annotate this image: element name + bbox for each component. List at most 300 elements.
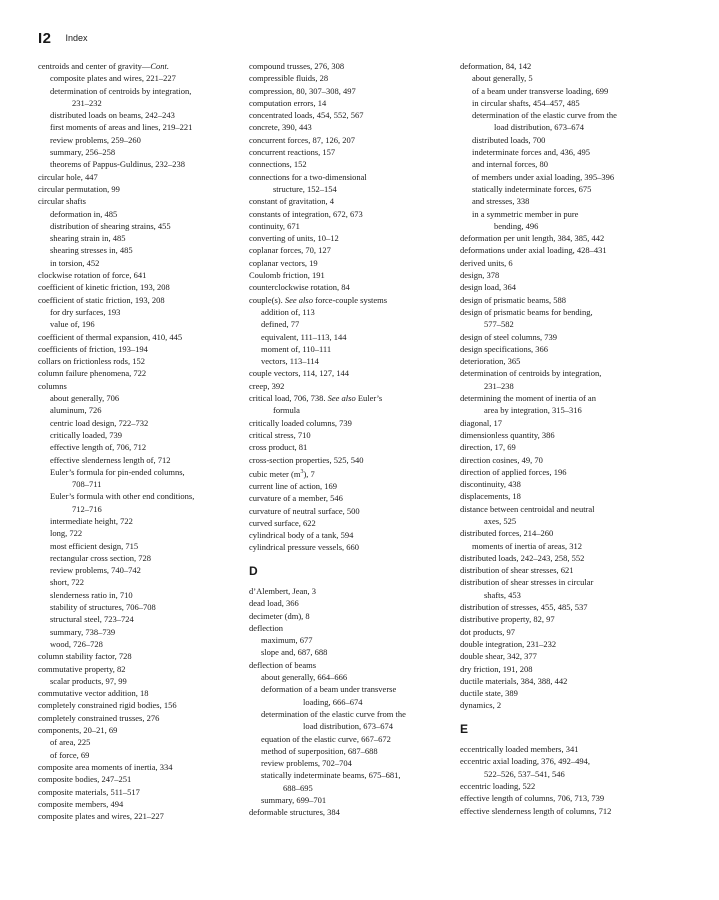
index-entry: [38, 650, 238, 662]
index-entry: [38, 195, 238, 207]
index-entry: [38, 786, 238, 798]
index-entry: [460, 466, 685, 478]
page-number: I2: [38, 30, 52, 47]
entry-text: shearing strain in, 485: [50, 233, 126, 244]
entry-text: direction of applied forces, 196: [460, 466, 567, 477]
entry-text: long, 722: [50, 528, 83, 539]
index-entry: [460, 478, 685, 490]
entry-text: discontinuity, 438: [460, 479, 521, 490]
index-entry: [249, 417, 454, 429]
entry-text: design of steel columns, 739: [460, 331, 558, 342]
index-entry: [249, 195, 454, 207]
entry-text: composite members, 494: [38, 798, 124, 809]
entry-text: in a symmetric member in pure: [472, 208, 579, 219]
entry-text: direction cosines, 49, 70: [460, 454, 543, 465]
entry-text: determining the moment of inertia of an: [460, 393, 596, 404]
entry-text: distributed loads, 700: [472, 134, 546, 145]
index-entry: [460, 232, 685, 244]
entry-text: and stresses, 338: [472, 196, 530, 207]
entry-text: 688–695: [283, 782, 313, 793]
entry-text: 577–582: [484, 319, 514, 330]
entry-text: constants of integration, 672, 673: [249, 208, 363, 219]
entry-text: axes, 525: [484, 515, 517, 526]
entry-text: Euler’s formula with other end conditions,: [50, 491, 195, 502]
index-entry: [460, 638, 685, 650]
entry-text: equation of the elastic curve, 667–672: [261, 733, 391, 744]
entry-text: commutative property, 82: [38, 663, 126, 674]
entry-text: summary, 738–739: [50, 626, 116, 637]
entry-text: decimeter (dm), 8: [249, 610, 310, 621]
index-subentry: [249, 183, 454, 195]
entry-text: concrete, 390, 443: [249, 122, 312, 133]
entry-text: wood, 726–728: [50, 638, 103, 649]
index-subentry: [460, 171, 685, 183]
index-subentry: [249, 343, 454, 355]
index-entry: [38, 712, 238, 724]
index-subentry: [38, 97, 238, 109]
entry-text: first moments of areas and lines, 219–221: [50, 122, 193, 133]
index-entry: [460, 601, 685, 613]
index-subentry: [249, 331, 454, 343]
entry-text: concurrent forces, 87, 126, 207: [249, 134, 355, 145]
entry-text: collars on frictionless rods, 152: [38, 356, 145, 367]
index-subentry: [38, 158, 238, 170]
entry-italic-text: See also: [327, 393, 356, 404]
entry-text: completely constrained rigid bodies, 156: [38, 700, 177, 711]
entry-text: columns: [38, 380, 67, 391]
index-subentry: [460, 195, 685, 207]
index-entry: [460, 527, 685, 539]
entry-text: effective length of, 706, 712: [50, 442, 147, 453]
index-entry: [249, 146, 454, 158]
entry-text: converting of units, 10–12: [249, 233, 339, 244]
entry-text: design load, 364: [460, 282, 516, 293]
index-entry: [249, 380, 454, 392]
entry-text: clockwise rotation of force, 641: [38, 270, 147, 281]
index-subentry: [249, 671, 454, 683]
index-subentry: [38, 306, 238, 318]
index-entry: [38, 331, 238, 343]
index-entry: [460, 626, 685, 638]
index-subentry: [38, 749, 238, 761]
index-subentry: [38, 417, 238, 429]
entry-text: distribution of shear stresses, 621: [460, 565, 574, 576]
entry-text: and internal forces, 80: [472, 159, 548, 170]
entry-text: distributed forces, 214–260: [460, 528, 554, 539]
entry-text: continuity, 671: [249, 220, 300, 231]
entry-text: commutative vector addition, 18: [38, 688, 149, 699]
entry-italic-text: Cont.: [150, 61, 170, 71]
entry-text: slenderness ratio in, 710: [50, 589, 133, 600]
entry-text: coefficient of static friction, 193, 208: [38, 294, 165, 305]
entry-text: deformation, 84, 142: [460, 61, 532, 71]
index-entry: [460, 780, 685, 792]
index-entry: [249, 529, 454, 541]
entry-text: summary, 256–258: [50, 147, 116, 158]
entry-text: circular permutation, 99: [38, 183, 120, 194]
entry-text: formula: [273, 405, 300, 416]
entry-text: determination of the elastic curve from the: [472, 110, 617, 121]
index-subentry: [249, 404, 454, 416]
entry-text: loading, 666–674: [303, 696, 363, 707]
entry-text: structural steel, 723–724: [50, 614, 134, 625]
index-subentry: [38, 626, 238, 638]
entry-text: effective length of columns, 706, 713, 739: [460, 793, 605, 804]
index-subentry: [249, 646, 454, 658]
entry-text: critical load, 706, 738.: [249, 393, 328, 404]
entry-text: critically loaded, 739: [50, 429, 122, 440]
index-subentry: [38, 121, 238, 133]
entry-text: ductile state, 389: [460, 688, 518, 699]
index-entry: [460, 699, 685, 711]
index-subentry: [38, 601, 238, 613]
entry-text: displacements, 18: [460, 491, 521, 502]
index-entry: [460, 650, 685, 662]
index-subentry: [38, 638, 238, 650]
index-entry: [38, 663, 238, 675]
entry-text: critically loaded columns, 739: [249, 417, 352, 428]
entry-text: defined, 77: [261, 319, 300, 330]
entry-text: completely constrained trusses, 276: [38, 712, 160, 723]
index-entry: [460, 269, 685, 281]
index-entry: [460, 60, 685, 72]
index-subentry: [460, 380, 685, 392]
entry-text: circular shafts: [38, 196, 86, 207]
index-entry: [249, 121, 454, 133]
entry-text: double integration, 231–232: [460, 638, 557, 649]
entry-text: distribution of stresses, 455, 485, 537: [460, 602, 588, 613]
entry-text: 712–716: [72, 503, 102, 514]
section-letter-heading: D: [249, 563, 258, 578]
entry-text: design specifications, 366: [460, 343, 549, 354]
entry-text: cylindrical pressure vessels, 660: [249, 542, 359, 553]
index-entry: [249, 367, 454, 379]
entry-text: in circular shafts, 454–457, 485: [472, 97, 580, 108]
index-entry: [38, 294, 238, 306]
entry-text: deflection: [249, 622, 283, 633]
entry-text: theorems of Pappus-Guldinus, 232–238: [50, 159, 186, 170]
entry-text: in torsion, 452: [50, 257, 100, 268]
index-entry: [460, 294, 685, 306]
index-subentry: [460, 134, 685, 146]
index-entry: [249, 505, 454, 517]
entry-text: moment of, 110–111: [261, 343, 332, 354]
index-subentry: [38, 208, 238, 220]
entry-text: direction, 17, 69: [460, 442, 516, 453]
index-entry: [460, 331, 685, 343]
entry-text: concentrated loads, 454, 552, 567: [249, 110, 364, 121]
index-entry: [460, 257, 685, 269]
entry-text: derived units, 6: [460, 257, 513, 268]
index-entry: [249, 60, 454, 72]
index-entry: [249, 281, 454, 293]
index-subentry: [460, 97, 685, 109]
entry-text: d’Alembert, Jean, 3: [249, 586, 317, 596]
index-subentry: [460, 515, 685, 527]
index-entry: [460, 675, 685, 687]
entry-text: couple vectors, 114, 127, 144: [249, 368, 350, 379]
entry-text: constant of gravitation, 4: [249, 196, 334, 207]
index-entry: [38, 171, 238, 183]
entry-text: couple(s).: [249, 294, 285, 305]
entry-text: compound trusses, 276, 308: [249, 61, 345, 71]
entry-text: review problems, 702–704: [261, 758, 352, 769]
entry-text: short, 722: [50, 577, 84, 588]
entry-text: Coulomb friction, 191: [249, 270, 325, 281]
index-subentry: [249, 769, 454, 781]
index-entry: [38, 687, 238, 699]
entry-text: coefficient of kinetic friction, 193, 208: [38, 282, 170, 293]
index-entry: [460, 417, 685, 429]
index-entry: [249, 541, 454, 553]
index-entry: [249, 294, 454, 306]
index-subentry: [460, 85, 685, 97]
index-entry: [460, 503, 685, 515]
index-entry: [249, 659, 454, 671]
entry-text: about generally, 664–666: [261, 672, 348, 683]
index-entry: [460, 613, 685, 625]
index-subentry: [38, 318, 238, 330]
entry-text: composite area moments of inertia, 334: [38, 761, 173, 772]
index-entry: [460, 490, 685, 502]
entry-text: double shear, 342, 377: [460, 651, 537, 662]
entry-text: creep, 392: [249, 380, 285, 391]
index-entry: [460, 687, 685, 699]
index-subentry: [38, 613, 238, 625]
entry-text: compression, 80, 307–308, 497: [249, 85, 356, 96]
index-entry: [249, 585, 454, 597]
index-subentry: [249, 720, 454, 732]
index-subentry: [460, 146, 685, 158]
index-entry: [249, 158, 454, 170]
entry-text: bending, 496: [494, 220, 539, 231]
index-entry: [38, 810, 238, 822]
index-subentry: [249, 782, 454, 794]
entry-text: centroids and center of gravity—: [38, 61, 151, 71]
entry-rest-text: ), 7: [303, 468, 315, 479]
entry-text: stability of structures, 706–708: [50, 602, 156, 613]
entry-text: addition of, 113: [261, 306, 315, 317]
index-entry: [249, 610, 454, 622]
entry-text: deformations under axial loading, 428–431: [460, 245, 607, 256]
entry-text: distributed loads on beams, 242–243: [50, 110, 175, 121]
entry-text: rectangular cross section, 728: [50, 552, 152, 563]
entry-text: review problems, 740–742: [50, 565, 141, 576]
entry-text: of force, 69: [50, 749, 90, 760]
entry-text: of a beam under transverse loading, 699: [472, 85, 609, 96]
entry-text: critical stress, 710: [249, 429, 311, 440]
running-head: Index: [65, 33, 88, 43]
entry-text: method of superposition, 687–688: [261, 745, 378, 756]
entry-text: circular hole, 447: [38, 171, 98, 182]
entry-rest-text: force-couple systems: [312, 294, 388, 305]
index-subentry: [38, 589, 238, 601]
entry-text: distance between centroidal and neutral: [460, 503, 595, 514]
index-subentry: [249, 733, 454, 745]
entry-text: composite materials, 511–517: [38, 786, 140, 797]
index-entry: [249, 257, 454, 269]
index-subentry: [38, 134, 238, 146]
entry-text: deformable structures, 384: [249, 807, 340, 818]
index-entry: [38, 343, 238, 355]
index-entry: [460, 355, 685, 367]
entry-text: current line of action, 169: [249, 480, 338, 491]
index-entry: [460, 755, 685, 767]
entry-text: design, 378: [460, 270, 500, 281]
entry-text: eccentrically loaded members, 341: [460, 744, 579, 755]
entry-text: coefficients of friction, 193–194: [38, 343, 148, 354]
index-subentry: [38, 564, 238, 576]
index-column-3: [460, 60, 685, 817]
index-entry: [249, 134, 454, 146]
entry-text: counterclockwise rotation, 84: [249, 282, 350, 293]
entry-text: summary, 699–701: [261, 795, 327, 806]
index-entry: [249, 622, 454, 634]
index-entry: [460, 792, 685, 804]
index-entry: [249, 244, 454, 256]
index-entry: [38, 269, 238, 281]
entry-text: dynamics, 2: [460, 700, 502, 711]
index-entry: [460, 306, 685, 318]
entry-text: composite plates and wires, 221–227: [50, 73, 176, 84]
index-subentry: [38, 540, 238, 552]
index-entry: [249, 72, 454, 84]
index-entry: [460, 805, 685, 817]
page-header: [38, 30, 88, 48]
entry-text: distribution of shear stresses in circular: [460, 577, 594, 588]
entry-text: review problems, 259–260: [50, 134, 141, 145]
index-subentry: [249, 757, 454, 769]
entry-text: slope and, 687, 688: [261, 647, 328, 658]
index-subentry: [38, 441, 238, 453]
index-entry: [38, 380, 238, 392]
index-entry: [38, 60, 238, 72]
index-subentry: [460, 768, 685, 780]
entry-text: connections for a two-dimensional: [249, 171, 367, 182]
entry-text: computation errors, 14: [249, 97, 327, 108]
entry-text: coplanar forces, 70, 127: [249, 245, 331, 256]
entry-text: design of prismatic beams, 588: [460, 294, 566, 305]
index-subentry: [460, 220, 685, 232]
entry-text: shearing stresses in, 485: [50, 245, 133, 256]
index-entry: [249, 429, 454, 441]
entry-text: composite bodies, 247–251: [38, 774, 132, 785]
entry-text: determination of centroids by integration,: [460, 368, 602, 379]
entry-text: components, 20–21, 69: [38, 725, 118, 736]
index-subentry: [38, 527, 238, 539]
entry-text: moments of inertia of areas, 312: [472, 540, 582, 551]
entry-text: cylindrical body of a tank, 594: [249, 530, 354, 541]
index-subentry: [249, 708, 454, 720]
entry-text: ductile materials, 384, 388, 442: [460, 675, 568, 686]
index-subentry: [460, 72, 685, 84]
index-subentry: [38, 220, 238, 232]
entry-text: distributive property, 82, 97: [460, 614, 555, 625]
index-entry: [460, 552, 685, 564]
index-subentry: [460, 540, 685, 552]
entry-text: coplanar vectors, 19: [249, 257, 318, 268]
index-entry: [460, 454, 685, 466]
index-entry: [249, 806, 454, 818]
index-entry: [249, 480, 454, 492]
entry-text: Euler’s formula for pin-ended columns,: [50, 466, 185, 477]
index-subentry: [460, 121, 685, 133]
entry-text: maximum, 677: [261, 635, 313, 646]
index-subentry: [460, 109, 685, 121]
index-subentry: [38, 736, 238, 748]
index-subentry: [38, 454, 238, 466]
entry-text: indeterminate forces and, 436, 495: [472, 147, 591, 158]
entry-text: effective slenderness length of columns, 712: [460, 805, 612, 816]
entry-text: deterioration, 365: [460, 356, 521, 367]
index-subentry: [460, 183, 685, 195]
entry-text: load distribution, 673–674: [494, 122, 584, 133]
index-entry: [249, 597, 454, 609]
entry-text: column stability factor, 728: [38, 651, 132, 662]
index-entry: [460, 343, 685, 355]
index-entry: [38, 724, 238, 736]
index-subentry: [249, 318, 454, 330]
entry-text: about generally, 706: [50, 393, 120, 404]
index-entry: [460, 281, 685, 293]
entry-superscript: 3: [300, 468, 304, 475]
index-entry: [249, 517, 454, 529]
index-subentry: [38, 72, 238, 84]
entry-text: structure, 152–154: [273, 183, 337, 194]
entry-text: for dry surfaces, 193: [50, 306, 121, 317]
index-subentry: [249, 355, 454, 367]
index-entry: [460, 244, 685, 256]
section-letter-heading: E: [460, 721, 469, 736]
index-subentry: [38, 429, 238, 441]
index-entry: [460, 367, 685, 379]
index-subentry: [249, 794, 454, 806]
entry-text: diagonal, 17: [460, 417, 503, 428]
index-subentry: [460, 318, 685, 330]
index-entry: [460, 441, 685, 453]
entry-text: of members under axial loading, 395–396: [472, 171, 615, 182]
index-subentry: [38, 490, 238, 502]
entry-text: deflection of beams: [249, 659, 317, 670]
index-entry: [249, 269, 454, 281]
index-subentry: [249, 634, 454, 646]
entry-text: design of prismatic beams for bending,: [460, 306, 593, 317]
entry-text: equivalent, 111–113, 144: [261, 331, 347, 342]
index-subentry: [38, 466, 238, 478]
entry-text: deformation per unit length, 384, 385, 442: [460, 233, 605, 244]
index-entry: [249, 109, 454, 121]
entry-text: cross product, 81: [249, 442, 308, 453]
index-subentry: [38, 576, 238, 588]
entry-text: value of, 196: [50, 319, 95, 330]
index-subentry: [38, 109, 238, 121]
index-entry: [38, 281, 238, 293]
entry-text: deformation of a beam under transverse: [261, 684, 397, 695]
entry-text: statically indeterminate forces, 675: [472, 183, 592, 194]
entry-text: dry friction, 191, 208: [460, 663, 533, 674]
index-entry: [38, 798, 238, 810]
entry-text: compressible fluids, 28: [249, 73, 329, 84]
entry-text: aluminum, 726: [50, 405, 102, 416]
index-subentry: [249, 306, 454, 318]
index-subentry: [38, 392, 238, 404]
entry-text: 522–526, 537–541, 546: [484, 768, 565, 779]
entry-text: intermediate height, 722: [50, 515, 133, 526]
entry-text: scalar products, 97, 99: [50, 675, 127, 686]
index-entry: [38, 773, 238, 785]
entry-rest-text: Euler’s: [355, 393, 383, 404]
index-column-1: [38, 60, 238, 822]
